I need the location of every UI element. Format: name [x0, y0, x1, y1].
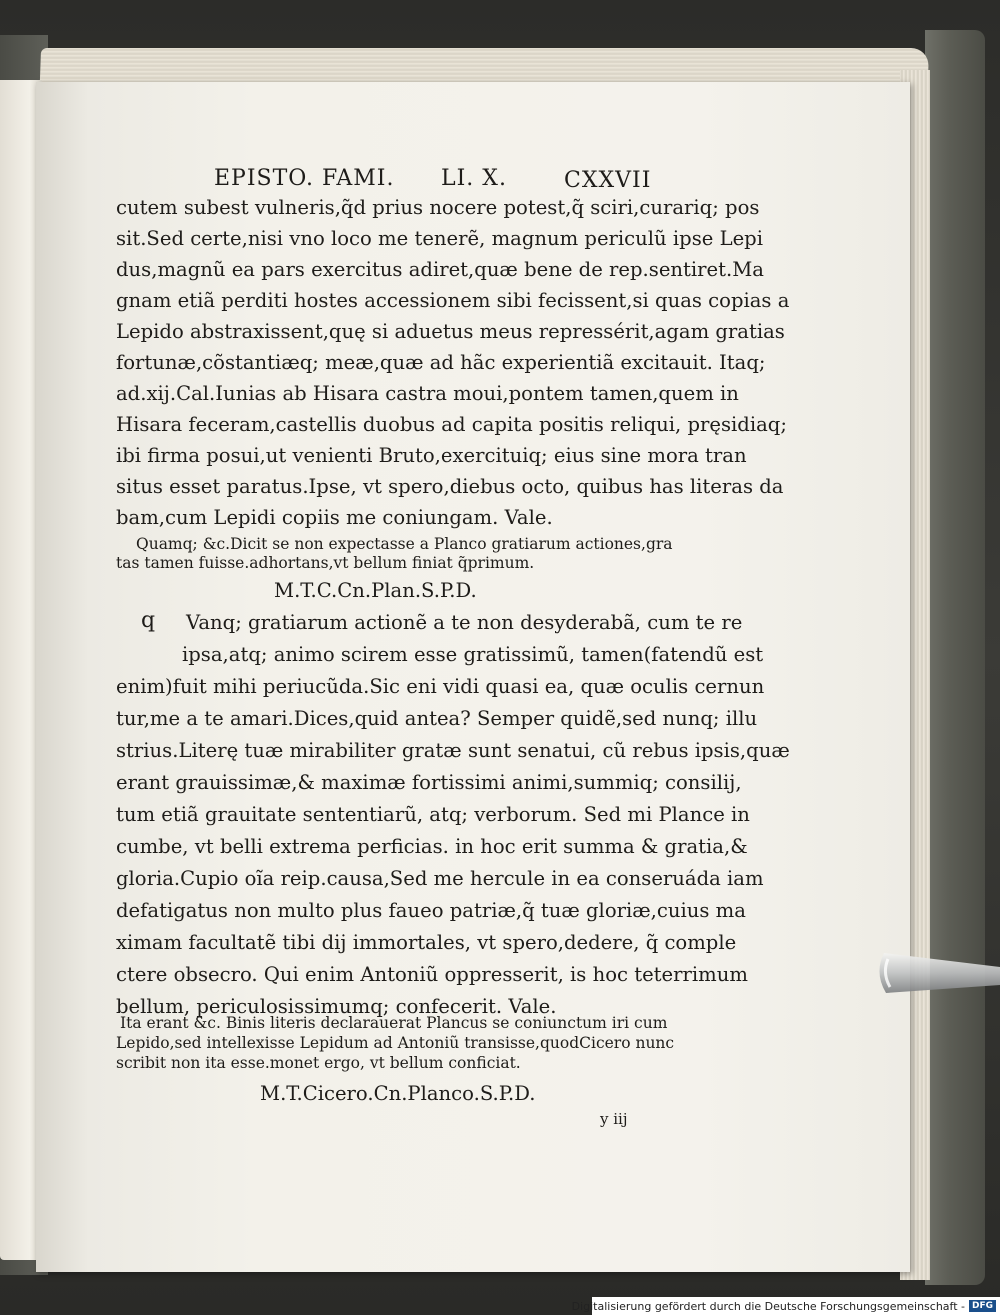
text-line: sit.Sed certe,nisi vno loco me tenerẽ, magnum periculũ ipse Lepi [116, 227, 763, 250]
dfg-logo: DFG [969, 1300, 996, 1312]
text-line: enim)fuit mihi periucũda.Sic eni vidi quasi ea, quæ oculis cernun [116, 675, 765, 698]
salutation-heading: M.T.C.Cn.Plan.S.P.D. [274, 579, 477, 602]
text-line: Lepido abstraxissent,quę si aduetus meus repressérit,agam gratias [116, 320, 785, 343]
text-line: Hisara feceram,castellis duobus ad capita positis reliqui, pręsidiaq; [116, 413, 787, 436]
text-line: bellum, periculosissimumq; confecerit. Vale. [116, 995, 557, 1018]
running-head-folio: CXXVII [564, 168, 652, 193]
text-line: ad.xij.Cal.Iunias ab Hisara castra moui,pontem tamen,quem in [116, 382, 739, 405]
note-line: scribit non ita esse.monet ergo, vt bellum conficiat. [116, 1054, 521, 1072]
text-line: Vanq; gratiarum actionẽ a te non desyderabã, cum te re [186, 611, 743, 634]
text-line: defatigatus non multo plus faueo patriæ,q̃ tuæ gloriæ,cuius ma [116, 899, 746, 922]
text-line: dus,magnũ ea pars exercitus adiret,quæ bene de rep.sentiret.Ma [116, 258, 764, 281]
text-line: ximam facultatẽ tibi dij immortales, vt spero,dedere, q̃ comple [116, 931, 737, 954]
running-head-title: EPISTO. FAMI. [214, 166, 395, 191]
book-page [36, 82, 910, 1272]
right-binding-board [925, 30, 985, 1285]
footer-credit-text: Digitalisierung gefördert durch die Deutsche Forschungsgemeinschaft - [571, 1299, 965, 1313]
text-line: ctere obsecro. Qui enim Antoniũ oppresserit, is hoc teterrimum [116, 963, 748, 986]
text-line: situs esset paratus.Ipse, vt spero,diebus octo, quibus has literas da [116, 475, 784, 498]
note-line: Quamq; &c.Dicit se non expectasse a Planco gratiarum actiones,gra [136, 535, 673, 553]
text-line: erant grauissimæ,& maximæ fortissimi animi,summiq; consilij, [116, 771, 742, 794]
text-line: bam,cum Lepidi copiis me coniungam. Vale. [116, 506, 553, 529]
guide-letter: q [141, 608, 156, 633]
running-head-book: LI. X. [441, 166, 507, 191]
note-line: tas tamen fuisse.adhortans,vt bellum finiat q̃primum. [116, 554, 535, 572]
digitization-footer [571, 1297, 1000, 1315]
text-line: gnam etiã perditi hostes accessionem sibi fecissent,si quas copias a [116, 289, 790, 312]
text-line: fortunæ,cõstantiæq; meæ,quæ ad hãc experientiã excitauit. Itaq; [116, 351, 766, 374]
signature-mark: y iij [600, 1110, 628, 1128]
note-line: Ita erant &c. Binis literis declarauerat Plancus se coniunctum iri cum [120, 1014, 668, 1032]
text-line: tur,me a te amari.Dices,quid antea? Semper quidẽ,sed nunq; illu [116, 707, 758, 730]
text-line: cumbe, vt belli extrema perficias. in hoc erit summa & gratia,& [116, 835, 748, 858]
note-line: Lepido,sed intellexisse Lepidum ad Antoniũ transisse,quodCicero nunc [116, 1034, 675, 1052]
page-clip [876, 945, 1000, 1005]
text-line: cutem subest vulneris,q̃d prius nocere potest,q̃ sciri,curariq; pos [116, 196, 760, 219]
text-line: tum etiã grauitate sententiarũ, atq; verborum. Sed mi Plance in [116, 803, 750, 826]
text-line: gloria.Cupio oĩa reip.causa,Sed me hercule in ea conseruáda iam [116, 867, 764, 890]
text-line: ipsa,atq; animo scirem esse gratissimũ, tamen(fatendũ est [182, 643, 764, 666]
salutation-heading: M.T.Cicero.Cn.Planco.S.P.D. [260, 1082, 536, 1105]
text-line: strius.Literę tuæ mirabiliter gratæ sunt senatui, cũ rebus ipsis,quæ [116, 739, 790, 762]
text-line: ibi firma posui,ut venienti Bruto,exercituiq; eius sine mora tran [116, 444, 747, 467]
